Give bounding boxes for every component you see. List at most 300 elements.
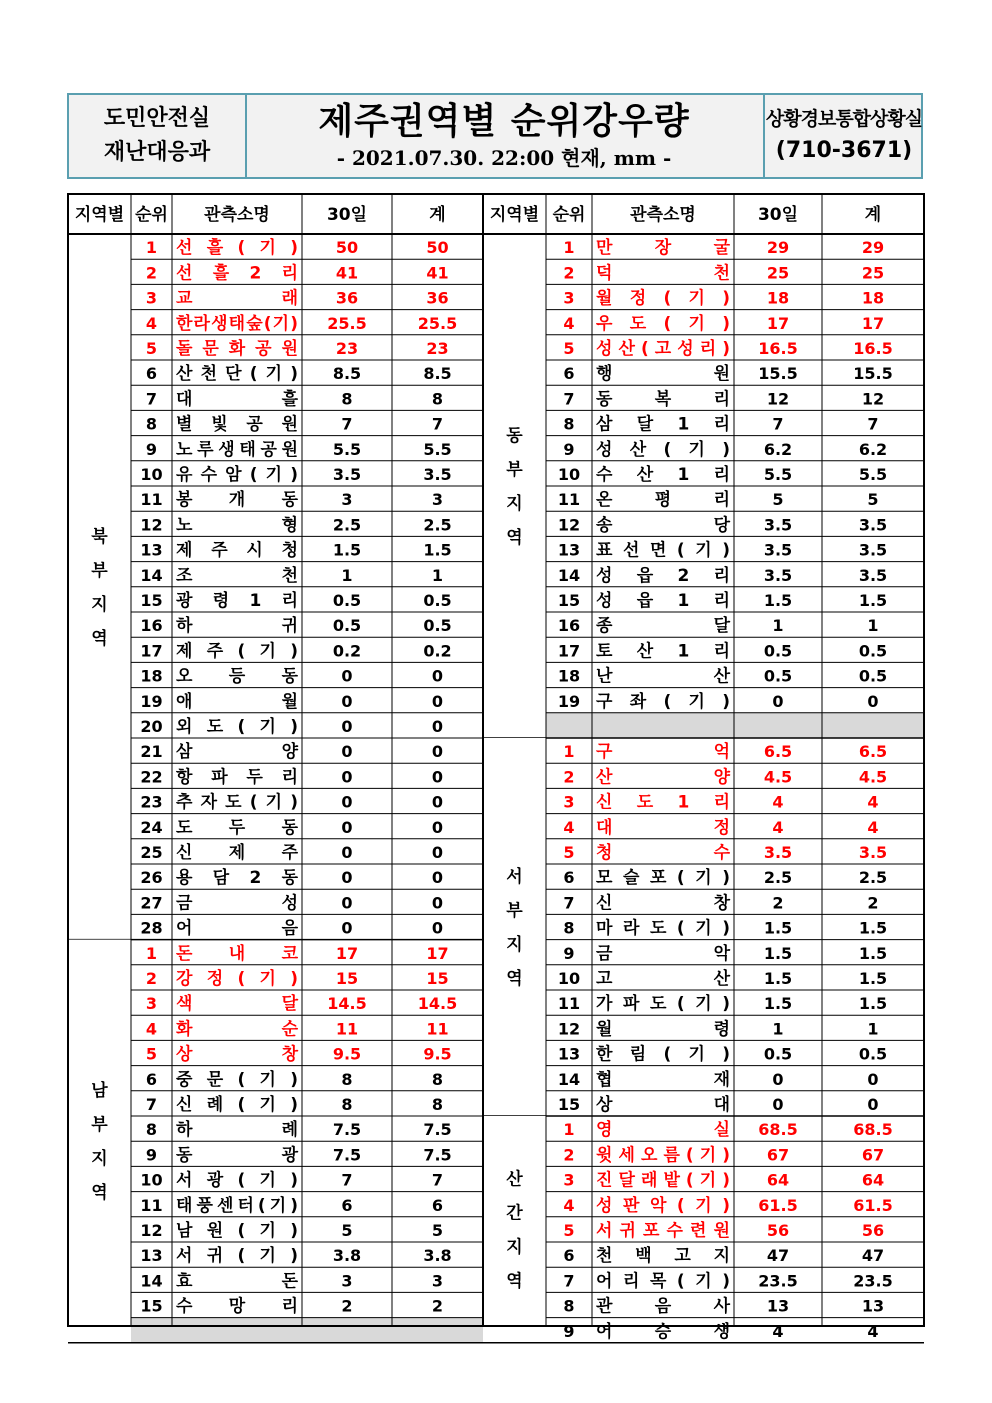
rank-cell: 5 — [563, 1221, 575, 1240]
region-cell — [483, 1116, 546, 1343]
station-name: 애월 — [176, 691, 298, 712]
region-name-char: 지 — [506, 1237, 523, 1258]
station-name: 성읍2리 — [596, 565, 730, 586]
station-name: 상창 — [176, 1044, 298, 1065]
rank-cell: 14 — [140, 565, 163, 585]
region-name-char: 역 — [506, 1271, 523, 1292]
rainfall-total-value: 17 — [861, 313, 885, 333]
station-name: 청수 — [596, 843, 730, 863]
rank-cell: 7 — [563, 1271, 575, 1291]
region-cell — [68, 940, 131, 1343]
rank-cell: 6 — [563, 868, 575, 888]
rainfall-total-value: 0 — [431, 742, 444, 762]
rainfall-total-value: 6 — [431, 1195, 444, 1215]
rainfall-30day-value: 1.5 — [763, 994, 793, 1014]
rank-cell: 19 — [557, 691, 581, 711]
region-cell — [483, 738, 546, 1116]
rainfall-30day-value: 9.5 — [332, 1044, 362, 1064]
rainfall-total-value: 0 — [431, 792, 444, 812]
rank-cell: 11 — [140, 490, 163, 510]
rank-cell: 8 — [145, 414, 158, 434]
rainfall-total-value: 3.5 — [858, 540, 888, 560]
rainfall-30day-value: 1 — [772, 1019, 784, 1039]
rainfall-total-value: 64 — [861, 1170, 885, 1190]
column-header: 관측소명 — [630, 205, 696, 225]
rainfall-30day-value: 5 — [341, 1221, 353, 1240]
rank-cell: 4 — [563, 313, 575, 333]
rainfall-total-value: 18 — [861, 288, 885, 308]
region-name-char: 부 — [506, 460, 523, 480]
rainfall-30day-value: 25.5 — [327, 313, 367, 333]
rainfall-30day-value: 2.5 — [763, 868, 793, 888]
rank-cell: 5 — [563, 339, 575, 358]
rainfall-30day-value: 0 — [772, 691, 784, 711]
station-name: 색달 — [176, 994, 298, 1015]
rainfall-30day-value: 3.5 — [763, 515, 793, 535]
station-name: 가파도(기) — [596, 994, 730, 1015]
rank-cell: 8 — [145, 1120, 158, 1140]
rank-cell: 1 — [563, 1120, 575, 1140]
rainfall-30day-value: 7 — [772, 414, 784, 434]
rainfall-30day-value: 7.5 — [332, 1120, 362, 1140]
rainfall-30day-value: 6 — [341, 1195, 353, 1215]
region-name-char: 부 — [91, 560, 108, 581]
rainfall-30day-value: 1.5 — [763, 969, 793, 988]
rainfall-total-value: 0 — [867, 1095, 879, 1114]
station-name: 윗세오름(기) — [596, 1145, 730, 1166]
station-name: 돌문화공원 — [176, 339, 298, 359]
station-name: 종달 — [596, 616, 730, 637]
rainfall-30day-value: 15 — [335, 969, 359, 988]
region-name-char: 남 — [91, 1081, 108, 1102]
rainfall-30day-value: 0 — [341, 918, 353, 938]
rainfall-total-value: 0 — [431, 666, 444, 686]
station-name: 선흘(기) — [176, 238, 298, 259]
rainfall-30day-value: 7 — [341, 414, 353, 434]
rainfall-total-value: 5 — [867, 490, 879, 510]
rainfall-total-value: 68.5 — [853, 1120, 893, 1140]
rank-cell: 3 — [563, 288, 575, 308]
rainfall-total-value: 36 — [426, 288, 449, 308]
rank-cell: 12 — [557, 1019, 581, 1039]
rank-cell: 10 — [140, 465, 163, 484]
column-header: 관측소명 — [204, 205, 270, 225]
region-name-char: 지 — [91, 594, 108, 615]
rank-cell: 28 — [140, 918, 163, 938]
rainfall-30day-value: 61.5 — [758, 1195, 798, 1215]
rainfall-total-value: 61.5 — [853, 1195, 893, 1215]
rank-cell: 7 — [145, 1095, 158, 1114]
rainfall-30day-value: 5 — [772, 490, 784, 510]
rainfall-30day-value: 0.5 — [332, 616, 362, 636]
rank-cell: 13 — [140, 1246, 163, 1266]
rank-cell: 7 — [145, 389, 158, 409]
rainfall-total-value: 7 — [867, 414, 879, 434]
rank-cell: 9 — [563, 439, 575, 459]
station-name: 하귀 — [176, 616, 298, 637]
station-name: 중문(기) — [176, 1069, 298, 1090]
rainfall-30day-value: 0 — [341, 817, 353, 837]
station-name: 오등동 — [176, 666, 298, 687]
rank-cell: 18 — [557, 666, 581, 686]
region-name-char: 지 — [506, 935, 523, 955]
rainfall-total-value: 12 — [861, 389, 885, 409]
station-name: 우도(기) — [596, 313, 730, 334]
rainfall-30day-value: 0 — [772, 1069, 784, 1089]
rainfall-30day-value: 0.5 — [763, 1044, 793, 1064]
rainfall-30day-value: 1.5 — [332, 540, 362, 560]
rainfall-total-value: 1.5 — [858, 994, 888, 1014]
rainfall-30day-value: 3.5 — [332, 465, 362, 484]
rainfall-total-value: 56 — [861, 1221, 885, 1240]
region-name-char: 역 — [506, 528, 523, 548]
station-name: 월정(기) — [596, 288, 730, 309]
station-name: 대흘 — [176, 389, 298, 410]
rank-cell: 24 — [140, 817, 163, 837]
report-subtitle: - 2021.07.30. 22:00 현재, mm - — [336, 146, 672, 170]
station-name: 봉개동 — [176, 490, 298, 511]
rank-cell: 3 — [145, 994, 158, 1014]
station-name: 서귀포수련원 — [596, 1221, 730, 1241]
rank-cell: 2 — [563, 1145, 575, 1165]
rainfall-30day-value: 0 — [341, 843, 353, 862]
rainfall-30day-value: 64 — [766, 1170, 790, 1190]
rainfall-total-value: 11 — [426, 1019, 449, 1039]
rainfall-total-value: 5 — [431, 1221, 444, 1240]
rainfall-total-value: 6.5 — [858, 742, 888, 762]
rainfall-total-value: 3.5 — [858, 565, 888, 585]
rank-cell: 6 — [145, 1069, 158, 1089]
rank-cell: 6 — [145, 364, 158, 384]
report-title: 제주권역별 순위강우량 — [318, 101, 690, 142]
rainfall-total-value: 7.5 — [423, 1145, 452, 1165]
rank-cell: 26 — [140, 868, 163, 888]
rainfall-total-value: 0.5 — [423, 616, 452, 636]
rainfall-total-value: 8 — [431, 1095, 444, 1114]
rainfall-30day-value: 50 — [335, 238, 359, 258]
rainfall-total-value: 25 — [861, 263, 885, 283]
station-name: 성읍1리 — [596, 591, 730, 611]
column-header: 순위 — [135, 205, 168, 225]
station-name: 성산(고성리) — [596, 339, 730, 359]
rank-cell: 15 — [140, 1296, 163, 1316]
rank-cell: 25 — [140, 843, 163, 862]
rainfall-total-value: 23 — [426, 339, 449, 358]
rainfall-total-value: 7 — [431, 1170, 444, 1190]
rank-cell: 14 — [140, 1271, 163, 1291]
rank-cell: 15 — [557, 1095, 581, 1114]
rank-cell: 3 — [145, 288, 158, 308]
rainfall-30day-value: 2.5 — [332, 515, 362, 535]
rank-cell: 20 — [140, 717, 163, 736]
station-name: 남원(기) — [176, 1221, 298, 1241]
rainfall-total-value: 0 — [867, 1069, 879, 1089]
rainfall-total-value: 0 — [431, 843, 444, 862]
rainfall-30day-value: 8 — [341, 389, 353, 409]
station-name: 상대 — [596, 1095, 730, 1115]
region-cell — [68, 234, 131, 940]
column-header: 30일 — [757, 205, 799, 225]
rank-cell: 10 — [557, 465, 581, 484]
rainfall-total-value: 7.5 — [423, 1120, 452, 1140]
rank-cell: 2 — [145, 969, 158, 988]
station-name: 유수암(기) — [176, 465, 298, 485]
station-name: 신제주 — [176, 843, 298, 863]
station-name: 어음 — [176, 918, 298, 939]
rainfall-30day-value: 7.5 — [332, 1145, 362, 1165]
station-name: 한림(기) — [596, 1044, 730, 1065]
station-name: 난산 — [596, 666, 730, 687]
rainfall-total-value: 13 — [861, 1296, 885, 1316]
rainfall-total-value: 1.5 — [858, 969, 888, 988]
rainfall-total-value: 3.8 — [423, 1246, 452, 1266]
rainfall-30day-value: 0 — [341, 792, 353, 812]
rank-cell: 14 — [557, 1069, 581, 1089]
region-name-char: 역 — [506, 969, 523, 989]
rank-cell: 1 — [145, 943, 158, 963]
station-name: 도두동 — [176, 817, 298, 838]
rainfall-total-value: 0 — [431, 767, 444, 787]
rainfall-total-value: 0.5 — [858, 666, 888, 686]
rainfall-total-value: 1.5 — [858, 918, 888, 938]
rainfall-total-value: 8 — [431, 1069, 444, 1089]
rainfall-30day-value: 0 — [341, 717, 353, 736]
rank-cell: 2 — [563, 767, 575, 787]
rank-cell: 7 — [563, 893, 575, 913]
rank-cell: 10 — [557, 969, 581, 988]
station-name: 외도(기) — [176, 717, 298, 737]
empty-row-fill — [131, 1318, 483, 1343]
rainfall-30day-value: 15.5 — [758, 364, 798, 384]
station-name: 산천단(기) — [176, 364, 298, 385]
rainfall-total-value: 67 — [861, 1145, 885, 1165]
station-name: 금악 — [596, 943, 730, 964]
station-name: 효돈 — [176, 1271, 298, 1292]
rank-cell: 3 — [563, 1170, 575, 1190]
rainfall-30day-value: 18 — [766, 288, 790, 308]
rank-cell: 5 — [145, 1044, 158, 1064]
rank-cell: 12 — [140, 1221, 163, 1240]
rainfall-30day-value: 8 — [341, 1095, 353, 1114]
rainfall-total-value: 1.5 — [423, 540, 452, 560]
rank-cell: 5 — [563, 843, 575, 862]
station-name: 수망리 — [176, 1296, 298, 1317]
rainfall-total-value: 3.5 — [858, 843, 888, 862]
region-name-char: 지 — [506, 494, 523, 514]
station-name: 조천 — [176, 565, 298, 586]
station-name: 온평리 — [596, 490, 730, 511]
rainfall-total-value: 0.5 — [858, 1044, 888, 1064]
station-name: 서광(기) — [176, 1170, 298, 1191]
station-name: 삼달1리 — [596, 414, 730, 435]
rank-cell: 27 — [140, 893, 163, 913]
column-header: 지역별 — [74, 205, 125, 225]
rainfall-30day-value: 23 — [335, 339, 359, 358]
station-name: 하례 — [176, 1120, 298, 1141]
rainfall-total-value: 0.2 — [423, 641, 452, 661]
rainfall-30day-value: 3.5 — [763, 540, 793, 560]
rank-cell: 11 — [557, 994, 581, 1014]
rank-cell: 14 — [557, 565, 581, 585]
rank-cell: 7 — [563, 389, 575, 409]
region-cell — [483, 234, 546, 738]
rainfall-30day-value: 4 — [772, 1321, 784, 1341]
rainfall-total-value: 14.5 — [417, 994, 458, 1014]
empty-row-fill — [546, 713, 924, 738]
column-header: 30일 — [326, 205, 368, 225]
rainfall-total-value: 1 — [431, 565, 444, 585]
office-phone: (710-3671) — [775, 138, 913, 163]
station-name: 마라도(기) — [596, 918, 730, 939]
rank-cell: 23 — [140, 792, 163, 812]
rainfall-30day-value: 67 — [766, 1145, 790, 1165]
rainfall-total-value: 8 — [431, 389, 444, 409]
station-name: 돈내코 — [176, 943, 298, 964]
station-name: 삼양 — [176, 742, 298, 763]
station-name: 태풍센터(기) — [176, 1195, 298, 1216]
rainfall-total-value: 0 — [431, 691, 444, 711]
office-name: 상황경보통합상황실 — [765, 108, 923, 130]
rainfall-total-value: 0.5 — [423, 591, 452, 610]
rainfall-30day-value: 1.5 — [763, 918, 793, 938]
rank-cell: 19 — [140, 691, 163, 711]
rainfall-30day-value: 12 — [766, 389, 790, 409]
rainfall-30day-value: 0 — [341, 742, 353, 762]
rainfall-total-value: 8.5 — [423, 364, 452, 384]
station-name: 천백고지 — [596, 1246, 730, 1267]
department-name: 도민안전실 — [103, 106, 211, 131]
rank-cell: 1 — [145, 238, 158, 258]
rainfall-30day-value: 14.5 — [327, 994, 367, 1014]
rainfall-30day-value: 6.2 — [763, 439, 793, 459]
rainfall-30day-value: 4 — [772, 817, 784, 837]
rainfall-total-value: 4.5 — [858, 767, 888, 787]
column-header: 계 — [864, 205, 882, 225]
station-name: 진달래밭(기) — [596, 1170, 730, 1191]
column-header: 지역별 — [489, 205, 540, 225]
rainfall-30day-value: 47 — [766, 1246, 790, 1266]
rainfall-30day-value: 0 — [341, 767, 353, 787]
rainfall-30day-value: 2 — [341, 1296, 353, 1316]
rainfall-30day-value: 0 — [772, 1095, 784, 1114]
rainfall-30day-value: 0.5 — [763, 666, 793, 686]
rank-cell: 6 — [563, 364, 575, 384]
rank-cell: 13 — [557, 540, 581, 560]
rank-cell: 9 — [563, 1321, 575, 1341]
station-name: 만장굴 — [596, 238, 730, 259]
column-header: 순위 — [552, 205, 586, 225]
rainfall-total-value: 4 — [867, 792, 879, 812]
station-name: 관음사 — [596, 1296, 730, 1317]
rainfall-total-value: 0 — [431, 893, 444, 913]
station-name: 선흘2리 — [176, 263, 298, 284]
rank-cell: 4 — [145, 1019, 158, 1039]
station-name: 동복리 — [596, 389, 730, 410]
station-name: 항파두리 — [176, 767, 298, 788]
rank-cell: 21 — [140, 742, 163, 762]
rainfall-total-value: 0 — [867, 691, 879, 711]
station-name: 금성 — [176, 893, 298, 914]
rainfall-total-value: 29 — [861, 238, 885, 258]
rainfall-total-value: 1.5 — [858, 943, 888, 963]
region-name-char: 산 — [506, 1169, 523, 1190]
rainfall-total-value: 1 — [867, 616, 879, 636]
station-name: 월령 — [596, 1019, 730, 1040]
rank-cell: 9 — [563, 943, 575, 963]
station-name: 표선면(기) — [596, 540, 730, 561]
rainfall-30day-value: 0 — [341, 691, 353, 711]
rainfall-30day-value: 13 — [766, 1296, 790, 1316]
rank-cell: 2 — [563, 263, 575, 283]
region-name-char: 동 — [506, 426, 523, 446]
station-name: 성판악(기) — [596, 1195, 730, 1216]
rainfall-30day-value: 25 — [766, 263, 790, 283]
rainfall-30day-value: 0.5 — [763, 641, 793, 661]
station-name: 신창 — [596, 893, 730, 914]
rainfall-30day-value: 17 — [766, 313, 790, 333]
rank-cell: 9 — [145, 1145, 158, 1165]
station-name: 강정(기) — [176, 969, 298, 989]
rainfall-30day-value: 1 — [772, 616, 784, 636]
rank-cell: 11 — [557, 490, 581, 510]
rank-cell: 12 — [557, 515, 581, 535]
station-name: 노형 — [176, 515, 298, 536]
rank-cell: 13 — [140, 540, 163, 560]
rainfall-total-value: 1 — [867, 1019, 879, 1039]
rainfall-30day-value: 0 — [341, 868, 353, 888]
rainfall-total-value: 0 — [431, 868, 444, 888]
region-name-char: 서 — [506, 867, 523, 887]
rank-cell: 8 — [563, 414, 575, 434]
rainfall-30day-value: 3.8 — [332, 1246, 362, 1266]
station-name: 협재 — [596, 1069, 730, 1090]
rank-cell: 8 — [563, 1296, 575, 1316]
station-name: 송당 — [596, 515, 730, 536]
station-name: 산양 — [596, 767, 730, 788]
station-name: 제주(기) — [176, 641, 298, 662]
station-name: 화순 — [176, 1019, 298, 1040]
station-name: 광령1리 — [176, 591, 298, 611]
rainfall-total-value: 6.2 — [858, 439, 888, 459]
station-name: 용담2동 — [176, 868, 298, 889]
rank-cell: 12 — [140, 515, 163, 535]
station-name: 모슬포(기) — [596, 868, 730, 889]
rainfall-total-value: 4 — [867, 817, 879, 837]
rank-cell: 16 — [140, 616, 163, 636]
division-name: 재난대응과 — [103, 140, 211, 165]
station-name: 성산(기) — [596, 439, 730, 460]
rank-cell: 18 — [140, 666, 163, 686]
rainfall-30day-value: 0 — [341, 666, 353, 686]
station-name: 대정 — [596, 817, 730, 838]
rainfall-total-value: 9.5 — [423, 1044, 452, 1064]
rainfall-30day-value: 2 — [772, 893, 784, 913]
rainfall-30day-value: 17 — [335, 943, 359, 963]
rank-cell: 1 — [563, 742, 575, 762]
rainfall-30day-value: 4.5 — [763, 767, 793, 787]
rainfall-total-value: 2 — [431, 1296, 444, 1316]
station-name: 구억 — [596, 742, 730, 763]
rank-cell: 4 — [563, 817, 575, 837]
rainfall-30day-value: 36 — [335, 288, 359, 308]
rank-cell: 11 — [140, 1195, 163, 1215]
rank-cell: 17 — [140, 641, 163, 661]
rainfall-total-value: 16.5 — [853, 339, 893, 358]
rainfall-30day-value: 1.5 — [763, 591, 793, 610]
rank-cell: 3 — [563, 792, 575, 812]
rainfall-30day-value: 3.5 — [763, 565, 793, 585]
rank-cell: 8 — [563, 918, 575, 938]
